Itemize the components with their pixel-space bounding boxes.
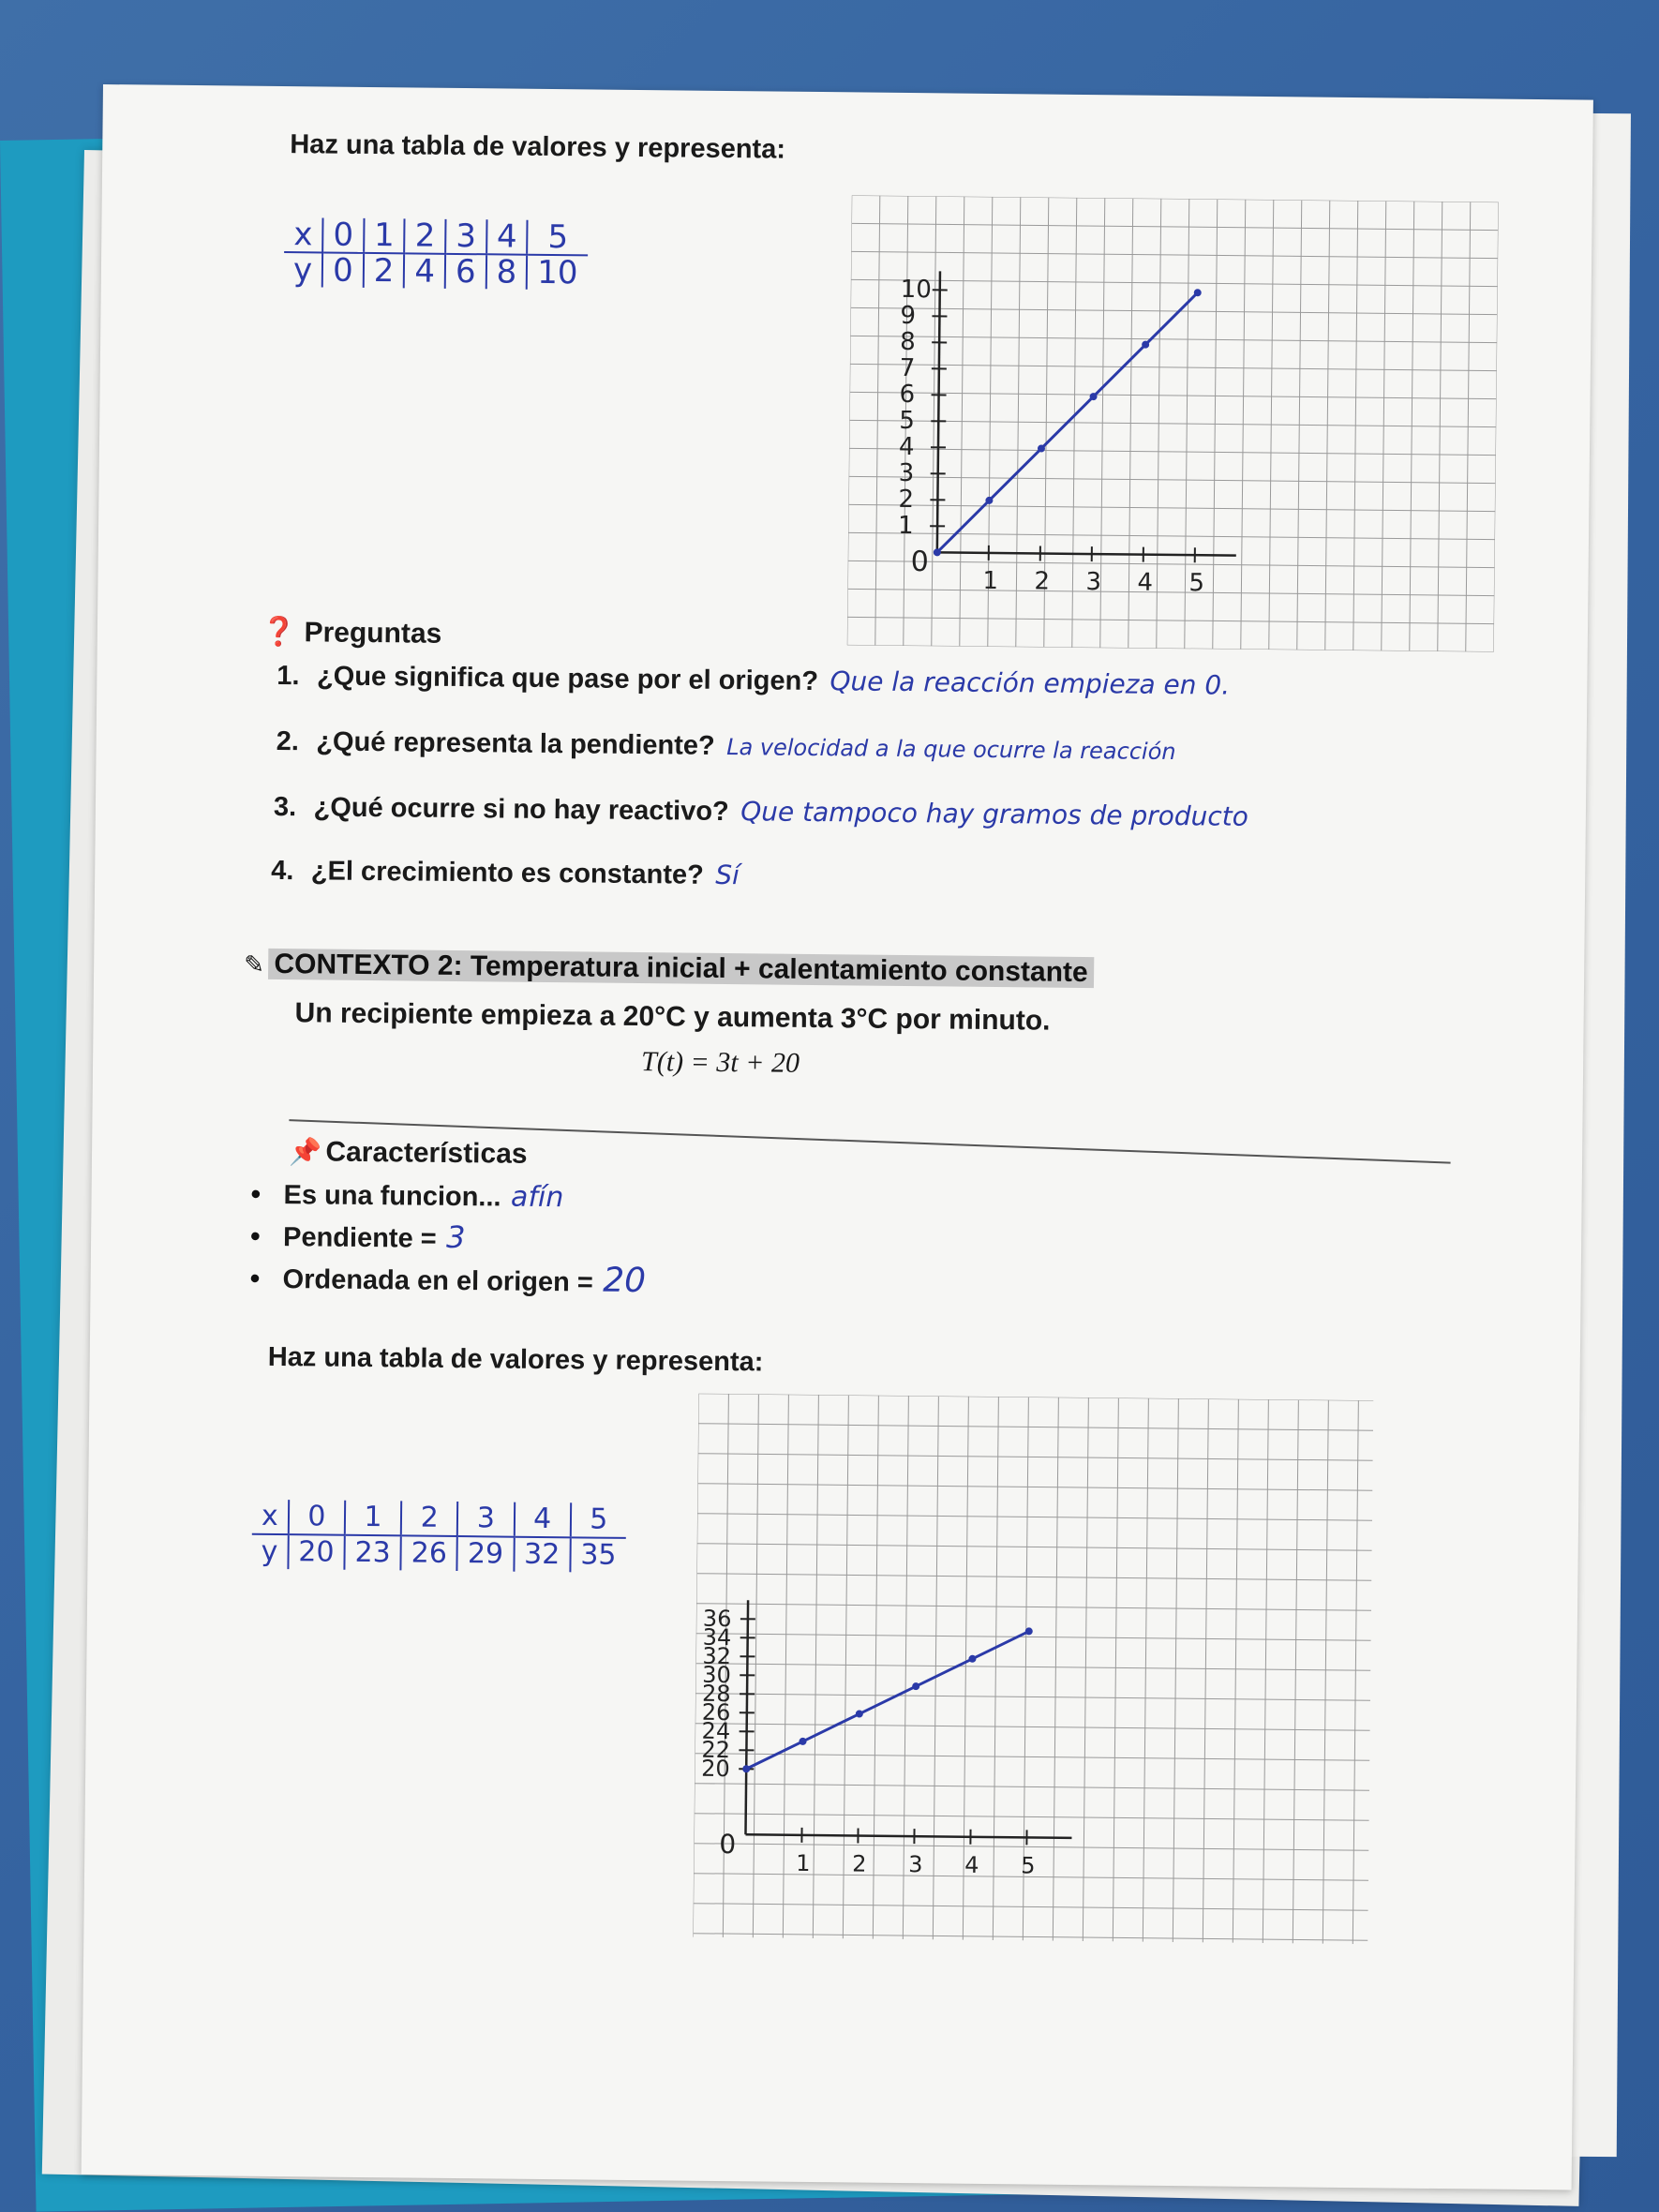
x-tick-label: 3 (1085, 568, 1102, 597)
grid-line (850, 336, 1497, 342)
grid-line (753, 1394, 758, 1937)
table-cell: 5 (527, 220, 588, 256)
table-cell: 2 (364, 253, 405, 288)
table-cell: y (261, 1534, 278, 1569)
table-cell: 1 (345, 1501, 402, 1536)
x-tick-label: 1 (982, 566, 999, 596)
grid-line (697, 1484, 1372, 1491)
x-axis (937, 552, 1236, 555)
question-3 (274, 791, 1248, 833)
table-cell: 26 (401, 1535, 458, 1571)
grid-line (695, 1814, 1369, 1821)
grid-line (695, 1724, 1370, 1731)
table-cell: 2 (405, 218, 446, 253)
y-tick-label: 2 (898, 485, 915, 515)
y-tick-label: 32 (702, 1642, 732, 1670)
grid-line (695, 1694, 1370, 1701)
grid-line (1233, 1399, 1238, 1943)
context2-title: CONTEXTO 2: Temperatura inicial + calentamiento constante (268, 949, 1094, 988)
question-number: 4. (271, 855, 294, 887)
question-number: 3. (273, 791, 297, 823)
grid-line (849, 448, 1496, 455)
question-text: ¿Qué representa la pendiente? (316, 726, 715, 761)
graph-1 (847, 195, 1499, 651)
feature-label: Es una funcion... (283, 1180, 501, 1213)
grid-line (851, 279, 1498, 286)
feature-item (249, 1258, 646, 1300)
feature-answer: afín (510, 1180, 564, 1215)
x-axis (745, 1834, 1071, 1838)
table-cell: 4 (514, 1502, 571, 1538)
grid-line (695, 1754, 1369, 1761)
grid-line (933, 1396, 938, 1939)
table-cell: y (292, 251, 313, 290)
table-row (284, 252, 588, 290)
context2-title-row (244, 949, 1094, 989)
grid-line (698, 1394, 1373, 1401)
grid-line (693, 1394, 698, 1937)
table-cell: 4 (404, 253, 445, 288)
y-tick-label: 7 (899, 353, 916, 383)
features-heading-row (289, 1136, 528, 1171)
grid-line (696, 1604, 1371, 1611)
grid-line (697, 1544, 1372, 1551)
feature-item (250, 1178, 563, 1214)
y-tick-label: 5 (899, 406, 915, 436)
table-cell: 29 (457, 1536, 515, 1572)
y-tick-label: 26 (701, 1698, 731, 1726)
question-number: 1. (276, 660, 300, 692)
section2-instruction: Haz una tabla de valores y representa: (267, 1341, 764, 1378)
y-tick-label: 22 (701, 1736, 731, 1764)
question-answer: Que tampoco hay gramos de producto (740, 796, 1249, 832)
question-text: ¿Que significa que pase por el origen? (316, 661, 819, 697)
y-tick-label: 6 (899, 380, 916, 410)
graph-2 (693, 1394, 1373, 1945)
grid-line (1143, 1398, 1148, 1942)
table-cell: 0 (289, 1500, 346, 1535)
question-4 (271, 855, 740, 891)
question-answer: La velocidad a la que ocurre la reacción (726, 734, 1176, 766)
table-cell: 4 (486, 219, 528, 254)
table-cell: 2 (401, 1501, 458, 1536)
data-line (746, 1628, 1029, 1771)
question-answer: Sí (715, 859, 740, 891)
section2-value-table (251, 1500, 626, 1573)
grid-line (847, 589, 1494, 595)
pushpin-icon: 📌 (288, 1137, 322, 1167)
grid-line (847, 617, 1494, 623)
questions-heading-row (262, 616, 442, 650)
x-tick-label: 3 (908, 1851, 923, 1878)
feature-label: Ordenada en el origen = (282, 1264, 593, 1298)
origin-label: 0 (910, 546, 929, 579)
question-text: ¿El crecimiento es constante? (310, 856, 705, 890)
grid-line (1263, 1399, 1268, 1943)
worksheet-page (82, 84, 1593, 2190)
y-tick-label: 24 (701, 1717, 731, 1745)
grid-line (848, 504, 1495, 511)
table-cell: 23 (344, 1535, 401, 1571)
question-number: 2. (276, 725, 300, 757)
grid-line (693, 1934, 1368, 1941)
table-row (284, 217, 588, 255)
table-cell: 20 (288, 1534, 345, 1570)
grid-line (851, 251, 1498, 258)
y-tick-label: 3 (898, 458, 915, 488)
questions-heading: Preguntas (304, 617, 442, 650)
y-tick-label: 10 (900, 275, 933, 305)
table-cell: 3 (445, 219, 486, 254)
grid-line (1113, 1397, 1118, 1941)
grid-line (850, 364, 1497, 370)
grid-line (696, 1634, 1371, 1641)
x-tick-label: 2 (1034, 567, 1051, 596)
y-tick-label: 20 (701, 1755, 730, 1783)
grid-line (849, 420, 1496, 426)
features-heading: Características (325, 1136, 528, 1170)
y-tick-label: 4 (898, 432, 915, 462)
x-tick-label: 2 (852, 1850, 867, 1877)
grid-line (851, 307, 1498, 314)
grid-line (847, 645, 1494, 651)
table-row (251, 1534, 625, 1573)
feature-item (250, 1218, 466, 1255)
grid-line (1083, 1397, 1088, 1941)
y-tick-label: 8 (900, 327, 916, 357)
table-cell: 3 (457, 1502, 515, 1537)
grid-line (849, 476, 1496, 483)
y-tick-label: 36 (702, 1605, 732, 1633)
grid-line (1203, 1398, 1208, 1942)
table-cell: x (252, 1500, 289, 1534)
table-cell: 8 (486, 254, 527, 289)
grid-line (848, 560, 1495, 567)
table-row (252, 1500, 626, 1538)
y-tick-label: 9 (900, 301, 917, 331)
question-answer: Que la reacción empieza en 0. (830, 665, 1231, 701)
grid-line (697, 1514, 1372, 1521)
grid-line (851, 223, 1498, 230)
grid-line (698, 1454, 1373, 1461)
grid-line (1293, 1399, 1298, 1943)
section1-value-table (284, 217, 588, 290)
question-1 (276, 660, 1230, 702)
feature-answer: 3 (445, 1218, 466, 1256)
grid-line (1323, 1400, 1328, 1944)
table-cell: 5 (570, 1502, 626, 1538)
table-cell: 35 (570, 1537, 626, 1573)
grid-line (993, 1397, 998, 1940)
table-cell: 0 (322, 217, 364, 252)
context2-formula: T(t) = 3t + 20 (640, 1046, 800, 1079)
grid-line (850, 392, 1497, 398)
y-tick-label: 28 (701, 1680, 731, 1708)
feature-label: Pendiente = (282, 1222, 437, 1254)
grid-line (1053, 1397, 1058, 1941)
bullet-icon: • (249, 1263, 261, 1294)
y-tick-label: 30 (702, 1661, 731, 1689)
table-cell: 1 (364, 218, 405, 253)
x-tick-label: 4 (1137, 568, 1154, 597)
grid-line (852, 195, 1499, 202)
table-cell: x (284, 217, 323, 252)
pencil-icon: ✎ (244, 949, 265, 979)
grid-line (698, 1424, 1373, 1431)
grid-line (813, 1395, 818, 1938)
y-axis (745, 1600, 748, 1834)
grid-line (1173, 1398, 1178, 1942)
y-axis (937, 271, 940, 552)
grid-line (843, 1395, 848, 1938)
x-tick-label: 5 (1188, 569, 1205, 598)
x-tick-label: 5 (1021, 1852, 1036, 1879)
table-cell: 32 (514, 1537, 571, 1573)
table-cell: 0 (322, 252, 364, 287)
grid-line (873, 1396, 878, 1939)
feature-answer: 20 (603, 1261, 647, 1301)
y-tick-label: 34 (702, 1623, 732, 1652)
y-tick-label: 1 (897, 511, 914, 541)
grid-line (848, 532, 1495, 539)
grid-line (695, 1784, 1369, 1791)
origin-label: 0 (719, 1828, 737, 1861)
grid-line (696, 1574, 1371, 1581)
table-cell: 10 (527, 255, 588, 291)
bullet-icon: • (250, 1178, 262, 1210)
section1-instruction: Haz una tabla de valores y representa: (290, 129, 786, 165)
question-text: ¿Qué ocurre si no hay reactivo? (313, 792, 729, 828)
bullet-icon: • (249, 1220, 261, 1252)
table-cell: 6 (445, 254, 486, 289)
question-2 (276, 726, 1175, 767)
grid-line (783, 1395, 788, 1938)
x-tick-label: 1 (796, 1849, 811, 1877)
question-mark-icon: ❓ (261, 616, 297, 649)
grid-line (1353, 1400, 1358, 1944)
x-tick-label: 4 (964, 1851, 979, 1878)
context2-description: Un recipiente empieza a 20°C y aumenta 3°C por minuto. (294, 997, 1051, 1037)
grid-line (694, 1904, 1368, 1911)
grid-line (695, 1664, 1370, 1671)
